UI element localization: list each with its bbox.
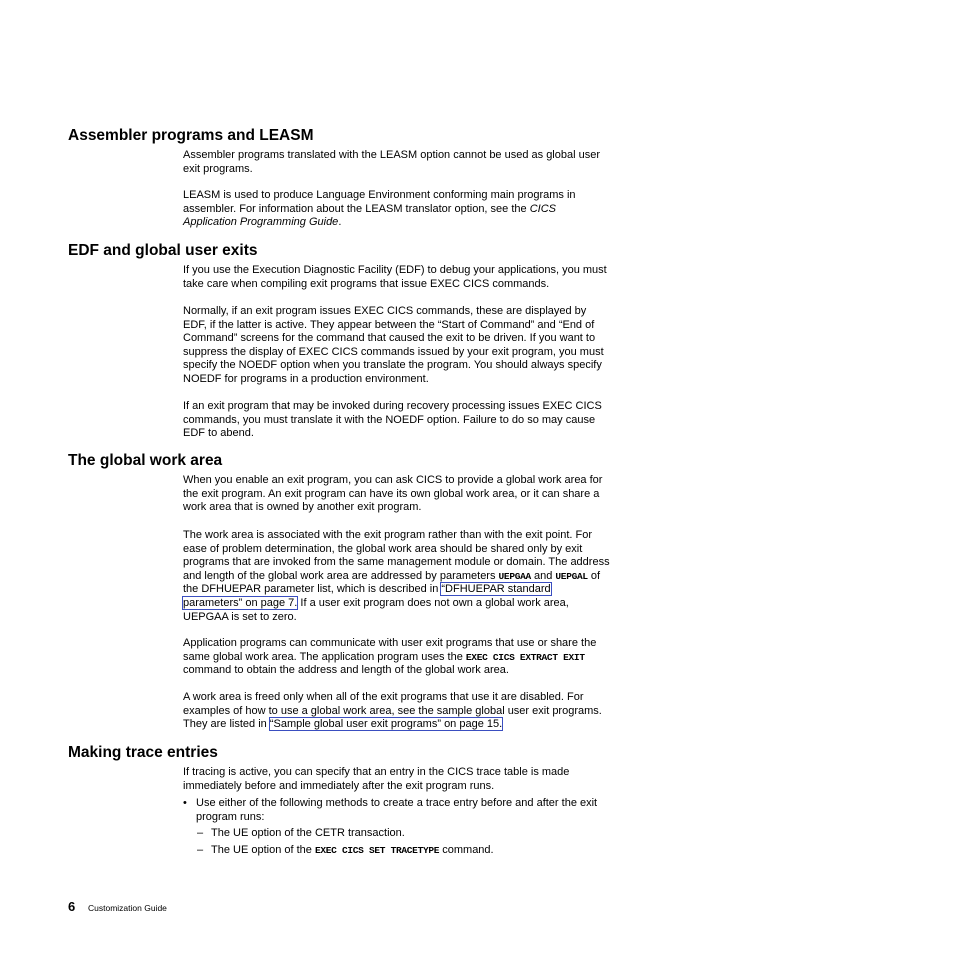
dfhuepar-link[interactable]: “DFHUEPAR standard parameters” on page 7. xyxy=(183,583,551,609)
code-term: UEPGAL xyxy=(555,570,588,582)
dash-item: The UE option of the CETR transaction. xyxy=(211,827,405,839)
paragraph: If an exit program that may be invoked during recovery processing issues EXEC CICS commands, you must translate it with the NOEDF option. Failure to do so may cause EDF to abend. xyxy=(183,400,602,440)
bullet-item: Use either of the following methods to create a trace entry before and after the exit program runs: xyxy=(196,797,598,823)
paragraph: Normally, if an exit program issues EXEC CICS commands, these are displayed by EDF, if the latter is active. They appear between the “Start of Command” and “End of Command” screens for the command that caused the exit to be driven. If you want to suppress the display of EXEC CICS commands issued by your exit program, you must specify the NOEDF option when you translate the program. You should always specify NOEDF for programs in a production environment. xyxy=(183,305,604,385)
sample-exits-link[interactable]: “Sample global user exit programs” on page 15. xyxy=(269,718,503,731)
dash-mark: – xyxy=(197,827,204,839)
code-term: UEPGAA xyxy=(498,570,531,582)
paragraph: Application programs can communicate with user exit programs that use or share the same global work area. The application program uses the EXEC CICS EXTRACT EXIT command to obtain the address and length of the global work area. xyxy=(183,637,597,677)
page-number: 6 xyxy=(68,899,76,914)
heading-making-trace-entries: Making trace entries xyxy=(68,744,218,761)
footer-title: Customization Guide xyxy=(88,903,167,913)
paragraph: A work area is freed only when all of the exit programs that use it are disabled. For examples of how to use a global work area, see the sample global user exit programs. They are listed in “Sample global user exit programs” on page 15. xyxy=(183,691,602,731)
code-term: EXEC CICS SET TRACETYPE xyxy=(314,845,440,856)
paragraph: The work area is associated with the exit program rather than with the exit point. For ease of problem determination, the global work area should be shared only by exit programs that are invoked from the same management module or domain. The address and length of the global work area are addressed by parameters UEPGAA and UEPGAL of the DFHUEPAR parameter list, which is described in “DFHUEPAR standard parameters” on page 7. If a user exit program does not own a global work area, UEPGAA is set to zero. xyxy=(183,529,610,623)
bullet-mark: • xyxy=(183,797,187,809)
book-title: CICS Application Programming Guide xyxy=(183,202,556,229)
paragraph: Assembler programs translated with the LEASM option cannot be used as global user exit programs. xyxy=(183,149,601,175)
dash-mark: – xyxy=(197,844,204,856)
paragraph: If tracing is active, you can specify that an entry in the CICS trace table is made immediately before and immediately after the exit program runs. xyxy=(183,766,570,792)
paragraph: When you enable an exit program, you can ask CICS to provide a global work area for the exit program. An exit program can have its own global work area, or it can share a work area that is owned by another exit program. xyxy=(183,474,603,514)
dash-item: The UE option of the EXEC CICS SET TRACETYPE command. xyxy=(211,844,494,856)
paragraph: If you use the Execution Diagnostic Facility (EDF) to debug your applications, you must take care when compiling exit programs that issue EXEC CICS commands. xyxy=(183,264,607,290)
heading-global-work-area: The global work area xyxy=(68,452,223,469)
code-term: EXEC CICS EXTRACT EXIT xyxy=(465,651,585,663)
heading-assembler-leasm: Assembler programs and LEASM xyxy=(68,127,314,144)
heading-edf-global-user-exits: EDF and global user exits xyxy=(68,242,258,259)
paragraph: LEASM is used to produce Language Environment conforming main programs in assembler. For information about the LEASM translator option, see the CICS Application Programming Guide. xyxy=(183,189,576,229)
